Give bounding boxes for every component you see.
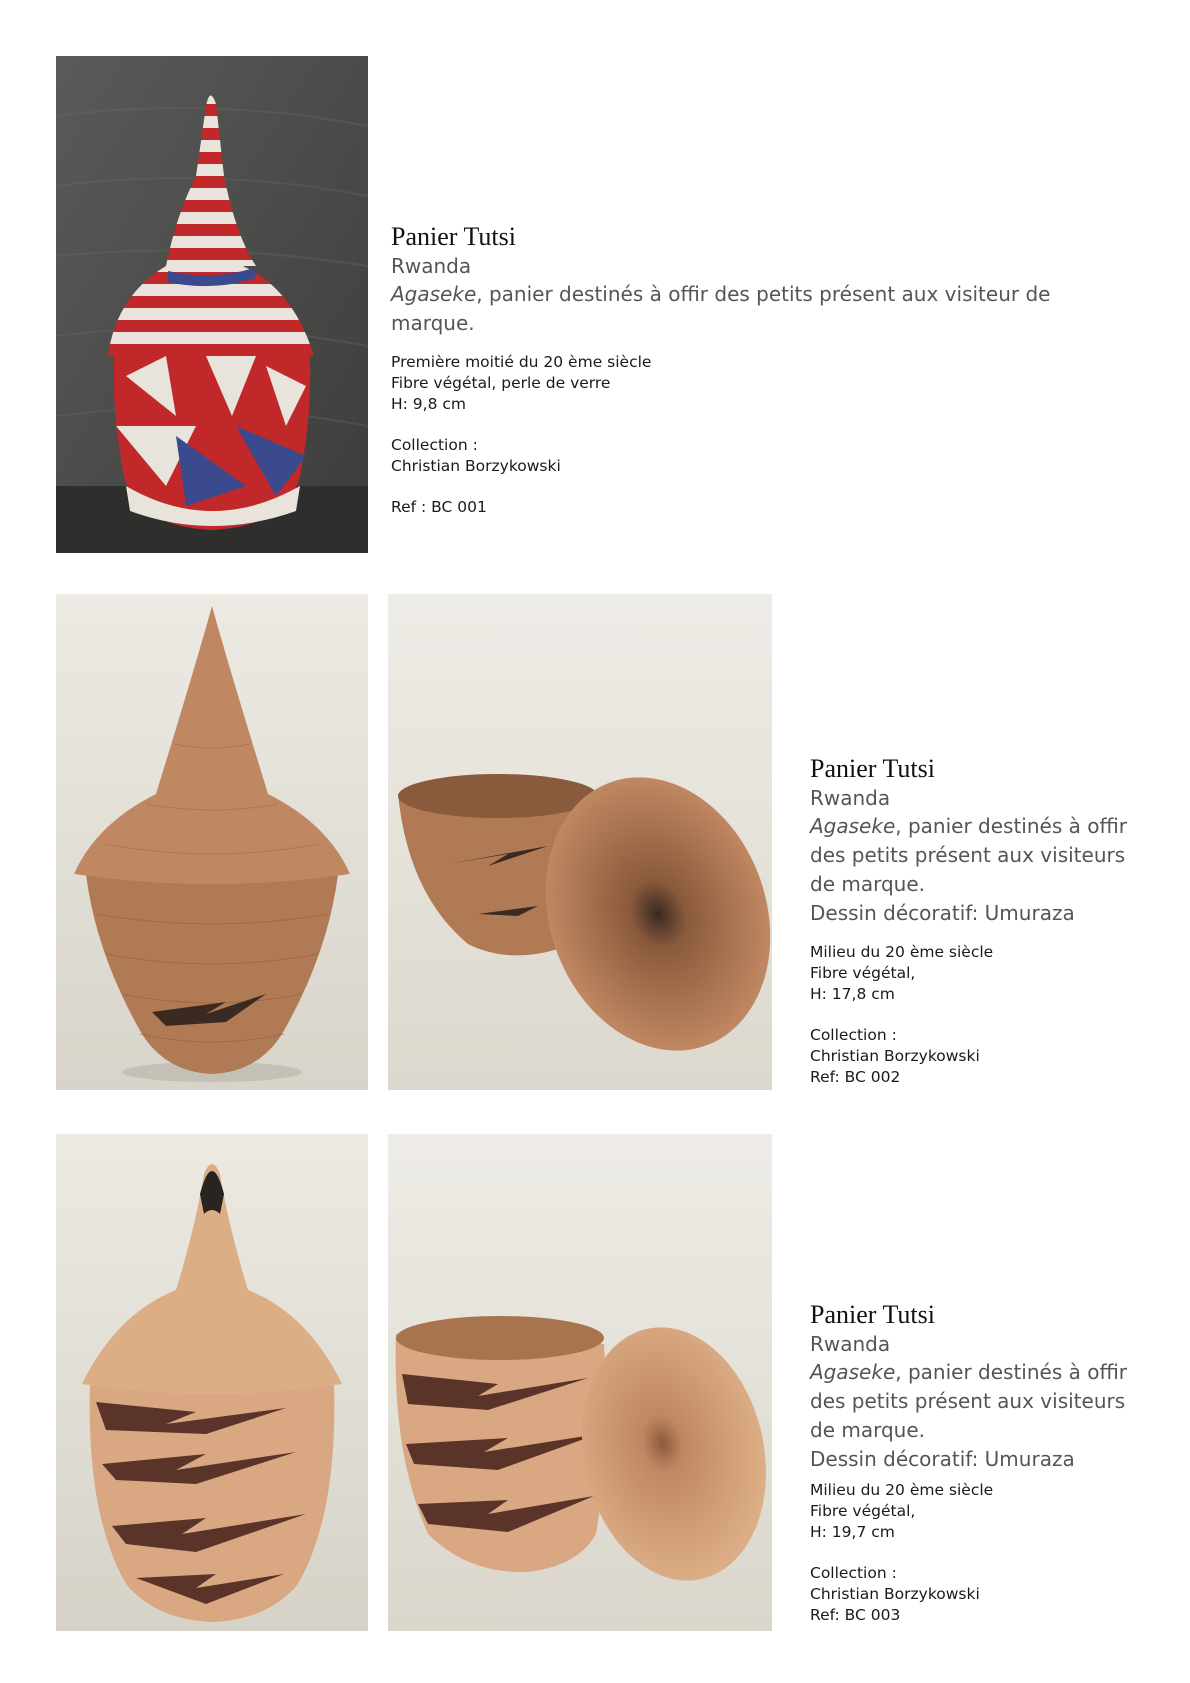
item-material: Fibre végétal, (810, 1502, 916, 1520)
item-height: H: 9,8 cm (391, 395, 467, 413)
photo-beaded-basket (56, 56, 368, 553)
photo-basket-open (388, 1134, 772, 1631)
item-decor: Dessin décoratif: Umuraza (810, 1447, 1075, 1471)
item-period: Première moitié du 20 ème siècle (391, 353, 652, 371)
item-material: Fibre végétal, perle de verre (391, 374, 611, 392)
item-collection-label: Collection : (810, 1564, 897, 1582)
item-origin: Rwanda (810, 1332, 891, 1356)
item-title: Panier Tutsi (810, 754, 935, 783)
item-collection-label: Collection : (391, 436, 478, 454)
item-summary-rest: , panier destinés à offir des petits présent aux visiteurs de marque. (810, 1360, 1128, 1442)
item-period: Milieu du 20 ème siècle (810, 943, 994, 961)
item-summary (810, 812, 1135, 899)
item-title: Panier Tutsi (391, 222, 516, 251)
item-height: H: 17,8 cm (810, 985, 895, 1003)
item-summary (391, 280, 1081, 338)
item-name-italic: Agaseke (810, 814, 896, 838)
item-ref: Ref : BC 001 (391, 498, 487, 516)
item-collection-name: Christian Borzykowski (391, 457, 561, 475)
photo-basket-open (388, 594, 772, 1090)
item-title: Panier Tutsi (810, 1300, 935, 1329)
item-name-italic: Agaseke (391, 282, 477, 306)
item-decor: Dessin décoratif: Umuraza (810, 901, 1075, 925)
item-summary (810, 1358, 1135, 1445)
item-collection-label: Collection : (810, 1026, 897, 1044)
item-origin: Rwanda (391, 254, 472, 278)
item-name-italic: Agaseke (810, 1360, 896, 1384)
item-collection-name: Christian Borzykowski (810, 1047, 980, 1065)
item-material: Fibre végétal, (810, 964, 916, 982)
photo-basket-closed (56, 594, 368, 1090)
item-ref: Ref: BC 003 (810, 1606, 901, 1624)
item-description-2 (810, 754, 1160, 1088)
item-height: H: 19,7 cm (810, 1523, 895, 1541)
item-collection-name: Christian Borzykowski (810, 1585, 980, 1603)
photo-basket-closed (56, 1134, 368, 1631)
item-description-3 (810, 1300, 1160, 1626)
item-summary-rest: , panier destinés à offir des petits présent aux visiteur de marque. (391, 282, 1051, 335)
item-ref: Ref: BC 002 (810, 1068, 901, 1086)
item-description-1 (391, 222, 1131, 518)
item-summary-rest: , panier destinés à offir des petits présent aux visiteurs de marque. (810, 814, 1128, 896)
item-period: Milieu du 20 ème siècle (810, 1481, 994, 1499)
item-origin: Rwanda (810, 786, 891, 810)
